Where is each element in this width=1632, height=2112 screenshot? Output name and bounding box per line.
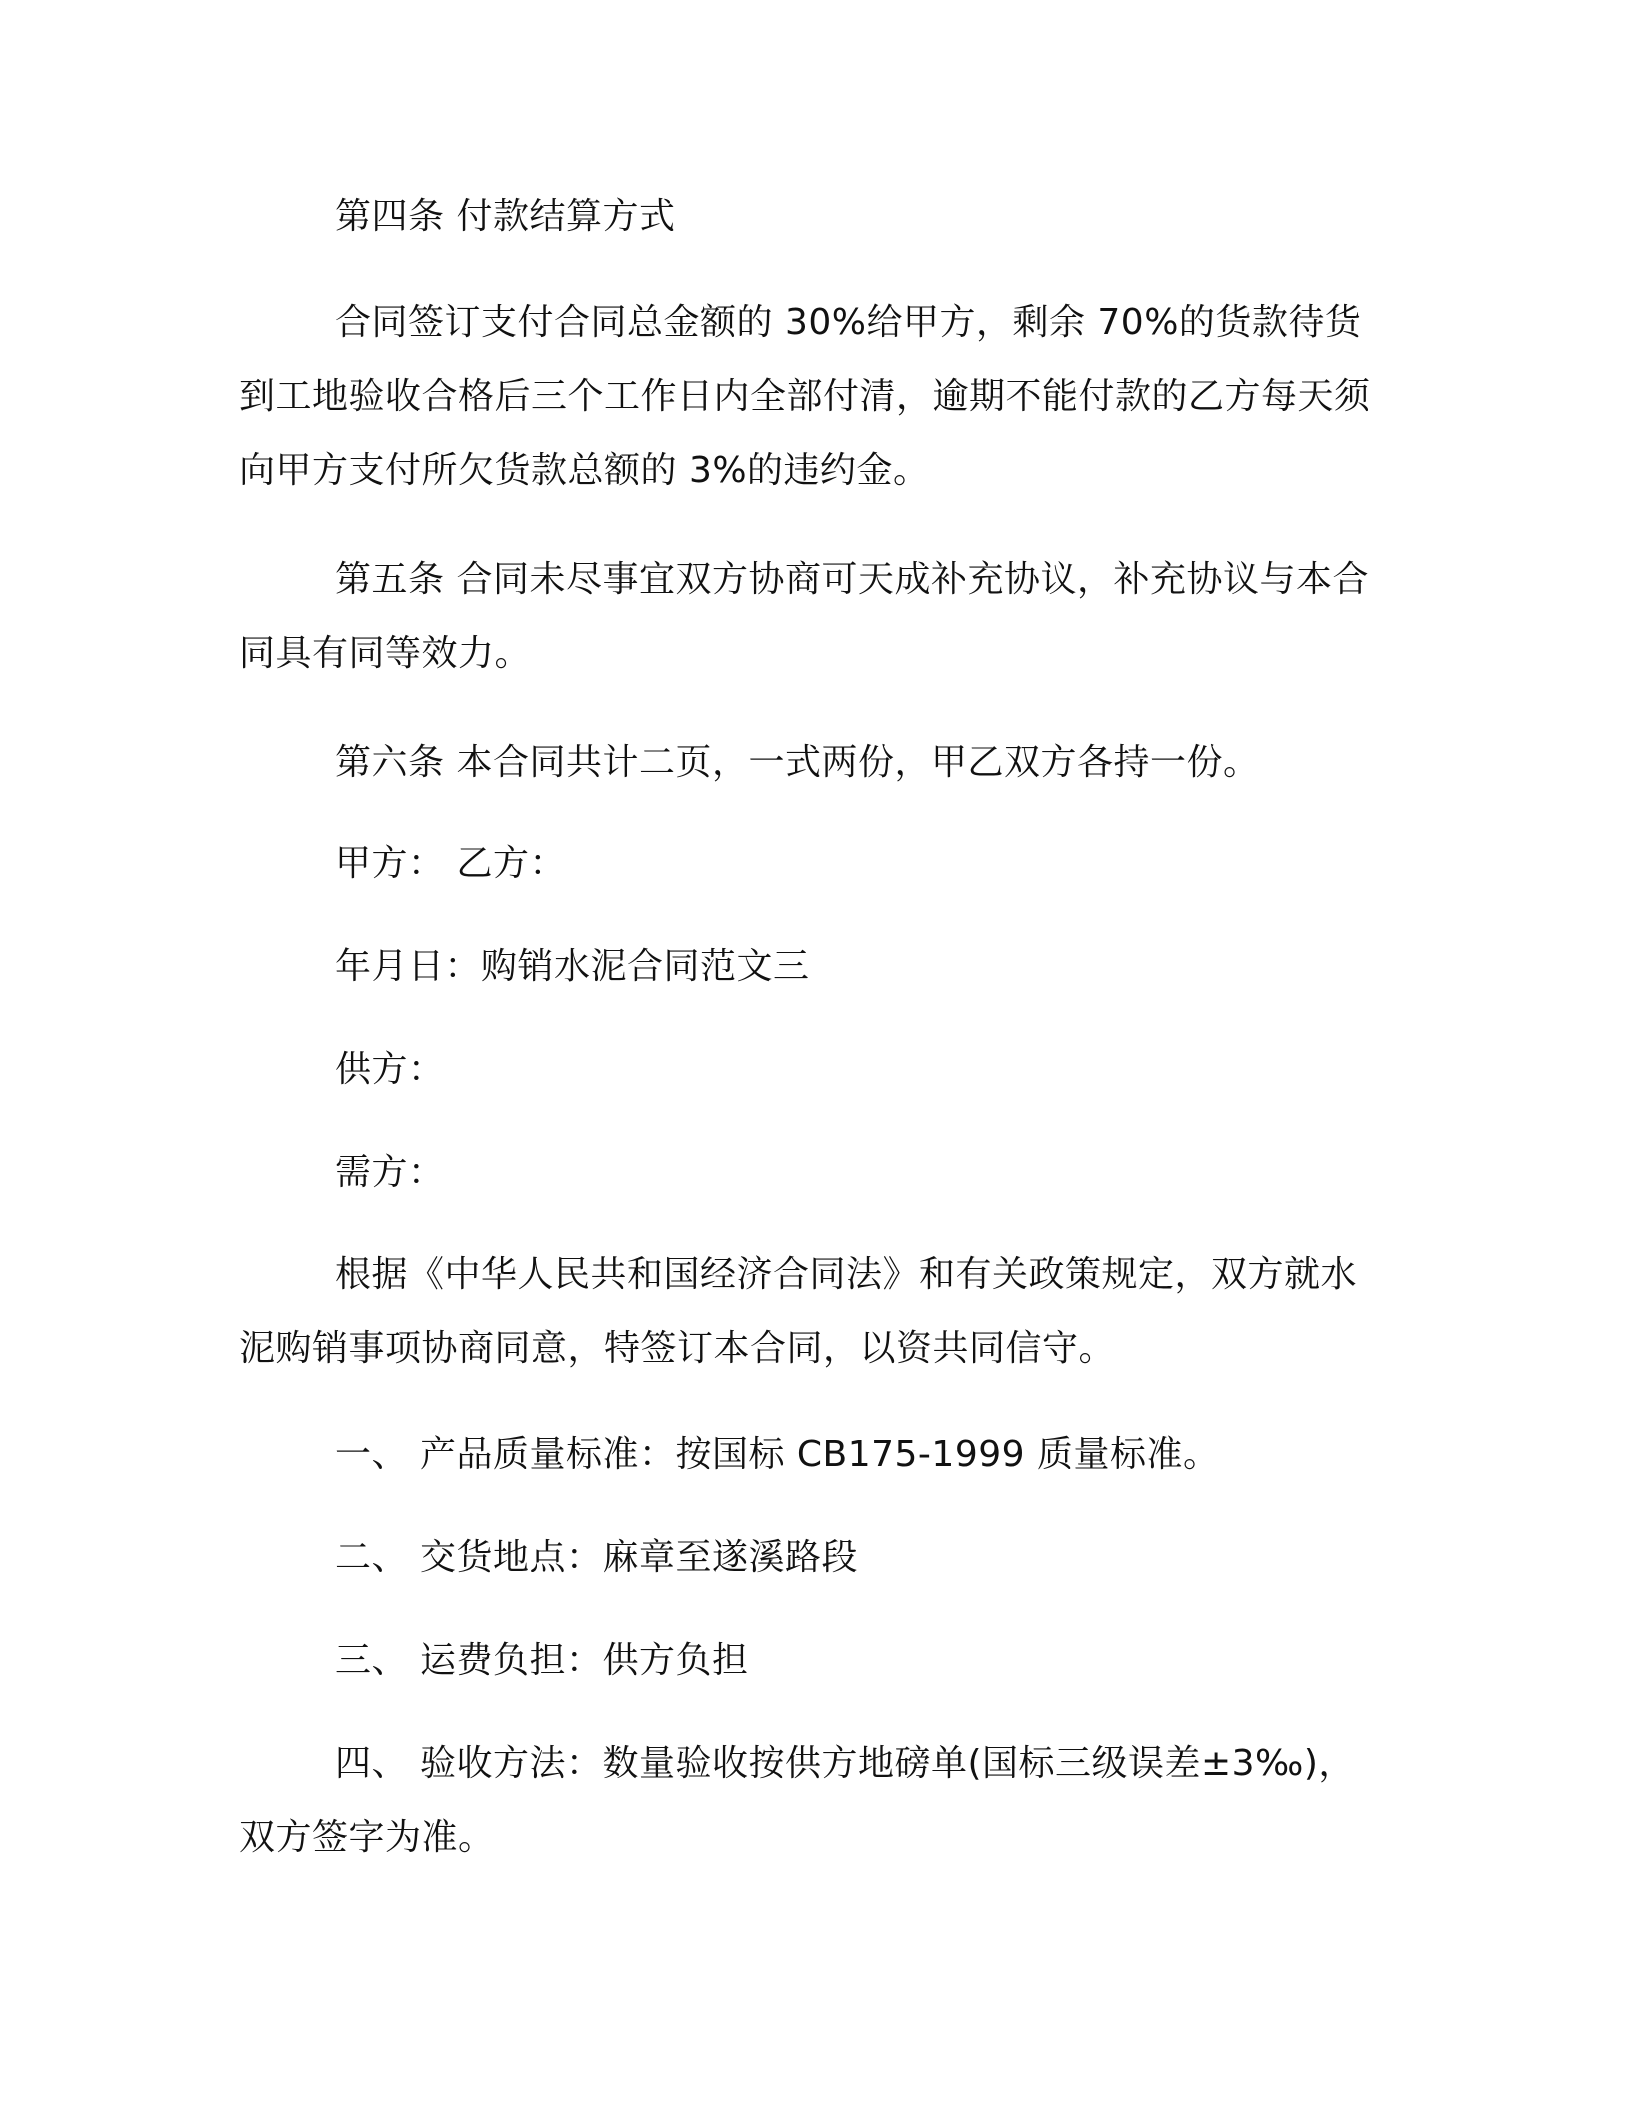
party-signatures: 甲方： 乙方：: [335, 843, 566, 884]
clause-2-delivery-location: 二、 交货地点：麻章至遂溪路段: [335, 1537, 858, 1578]
article-4-heading: 第四条 付款结算方式: [335, 196, 676, 237]
buyer-line: 需方：: [335, 1152, 445, 1193]
clause-1-quality-standard: 一、 产品质量标准：按国标 CB175-1999 质量标准。: [335, 1434, 1220, 1475]
clause-4-acceptance: 四、 验收方法：数量验收按供方地磅单(国标三级误差±3‰)，双方签字为准。: [239, 1743, 1355, 1858]
clause-3-freight: 三、 运费负担：供方负担: [335, 1640, 749, 1681]
date-and-title: 年月日：购销水泥合同范文三: [335, 946, 810, 987]
contract-preamble: 根据《中华人民共和国经济合同法》和有关政策规定，双方就水泥购销事项协商同意，特签订本合同，以资共同信守。: [239, 1254, 1358, 1369]
supplier-line: 供方：: [335, 1049, 445, 1090]
article-4-payment-terms: 合同签订支付合同总金额的 30%给甲方，剩余 70%的货款待货到工地验收合格后三个工作日内全部付清，逾期不能付款的乙方每天须向甲方支付所欠货款总额的 3%的违约金。: [239, 302, 1371, 491]
article-5: 第五条 合同未尽事宜双方协商可天成补充协议，补充协议与本合同具有同等效力。: [239, 559, 1369, 674]
article-6: 第六条 本合同共计二页，一式两份，甲乙双方各持一份。: [335, 742, 1260, 783]
